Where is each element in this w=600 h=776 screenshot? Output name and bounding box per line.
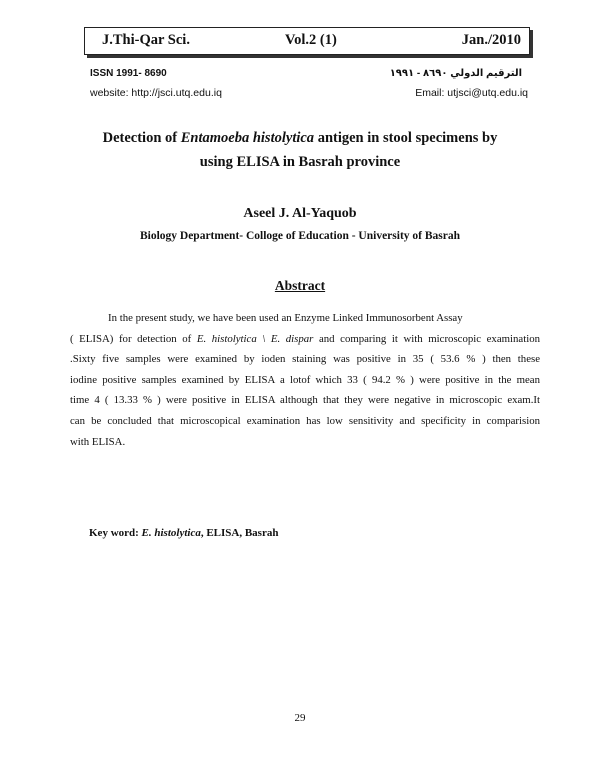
abstract-line: time 4 ( 13.33 % ) were positive in ELISA although that they were negative in microscopic exam.It: [70, 394, 540, 407]
abstract-line: can be concluded that microscopical examination has low sensitivity and specificity in comparision: [70, 414, 540, 427]
abstract-body: [70, 308, 540, 452]
journal-volume: Vol.2 (1): [285, 32, 337, 48]
abstract-line: In the present study, we have been used an Enzyme Linked Immunosorbent Assay: [108, 312, 463, 324]
author-name: Aseel J. Al-Yaquob: [243, 206, 357, 221]
paper-title-line-1: Detection of Entamoeba histolytica antigen in stool specimens by: [102, 130, 498, 146]
keywords: Key word: E. histolytica, ELISA, Basrah: [89, 527, 279, 539]
abstract-line: with ELISA.: [70, 435, 126, 448]
abstract-heading: Abstract: [274, 278, 326, 293]
author-affiliation: Biology Department- Colloge of Education - University of Basrah: [139, 230, 461, 242]
abstract-line: .Sixty five samples were examined by ioden staining was positive in 35 ( 53.6 % ) then these: [70, 353, 540, 366]
page-number: 29: [294, 712, 306, 724]
journal-date: Jan./2010: [461, 32, 521, 48]
journal-header: [84, 27, 530, 55]
website-link[interactable]: website: http://jsci.utq.edu.iq: [90, 87, 222, 99]
email-link[interactable]: Email: utjsci@utq.edu.iq: [415, 87, 528, 99]
abstract-line: iodine positive samples examined by ELISA a lotof which 33 ( 94.2 % ) were positive in the mean: [70, 373, 540, 386]
issn-arabic: الترقيم الدولي ٨٦٩٠ - ١٩٩١: [389, 68, 522, 79]
journal-name: J.Thi-Qar Sci.: [102, 32, 190, 48]
paper-title-line-2: using ELISA in Basrah province: [199, 154, 401, 170]
abstract-line: ( ELISA) for detection of E. histolytica \ E. dispar and comparing it with microscopic examination: [70, 332, 540, 345]
issn: ISSN 1991- 8690: [90, 68, 167, 79]
